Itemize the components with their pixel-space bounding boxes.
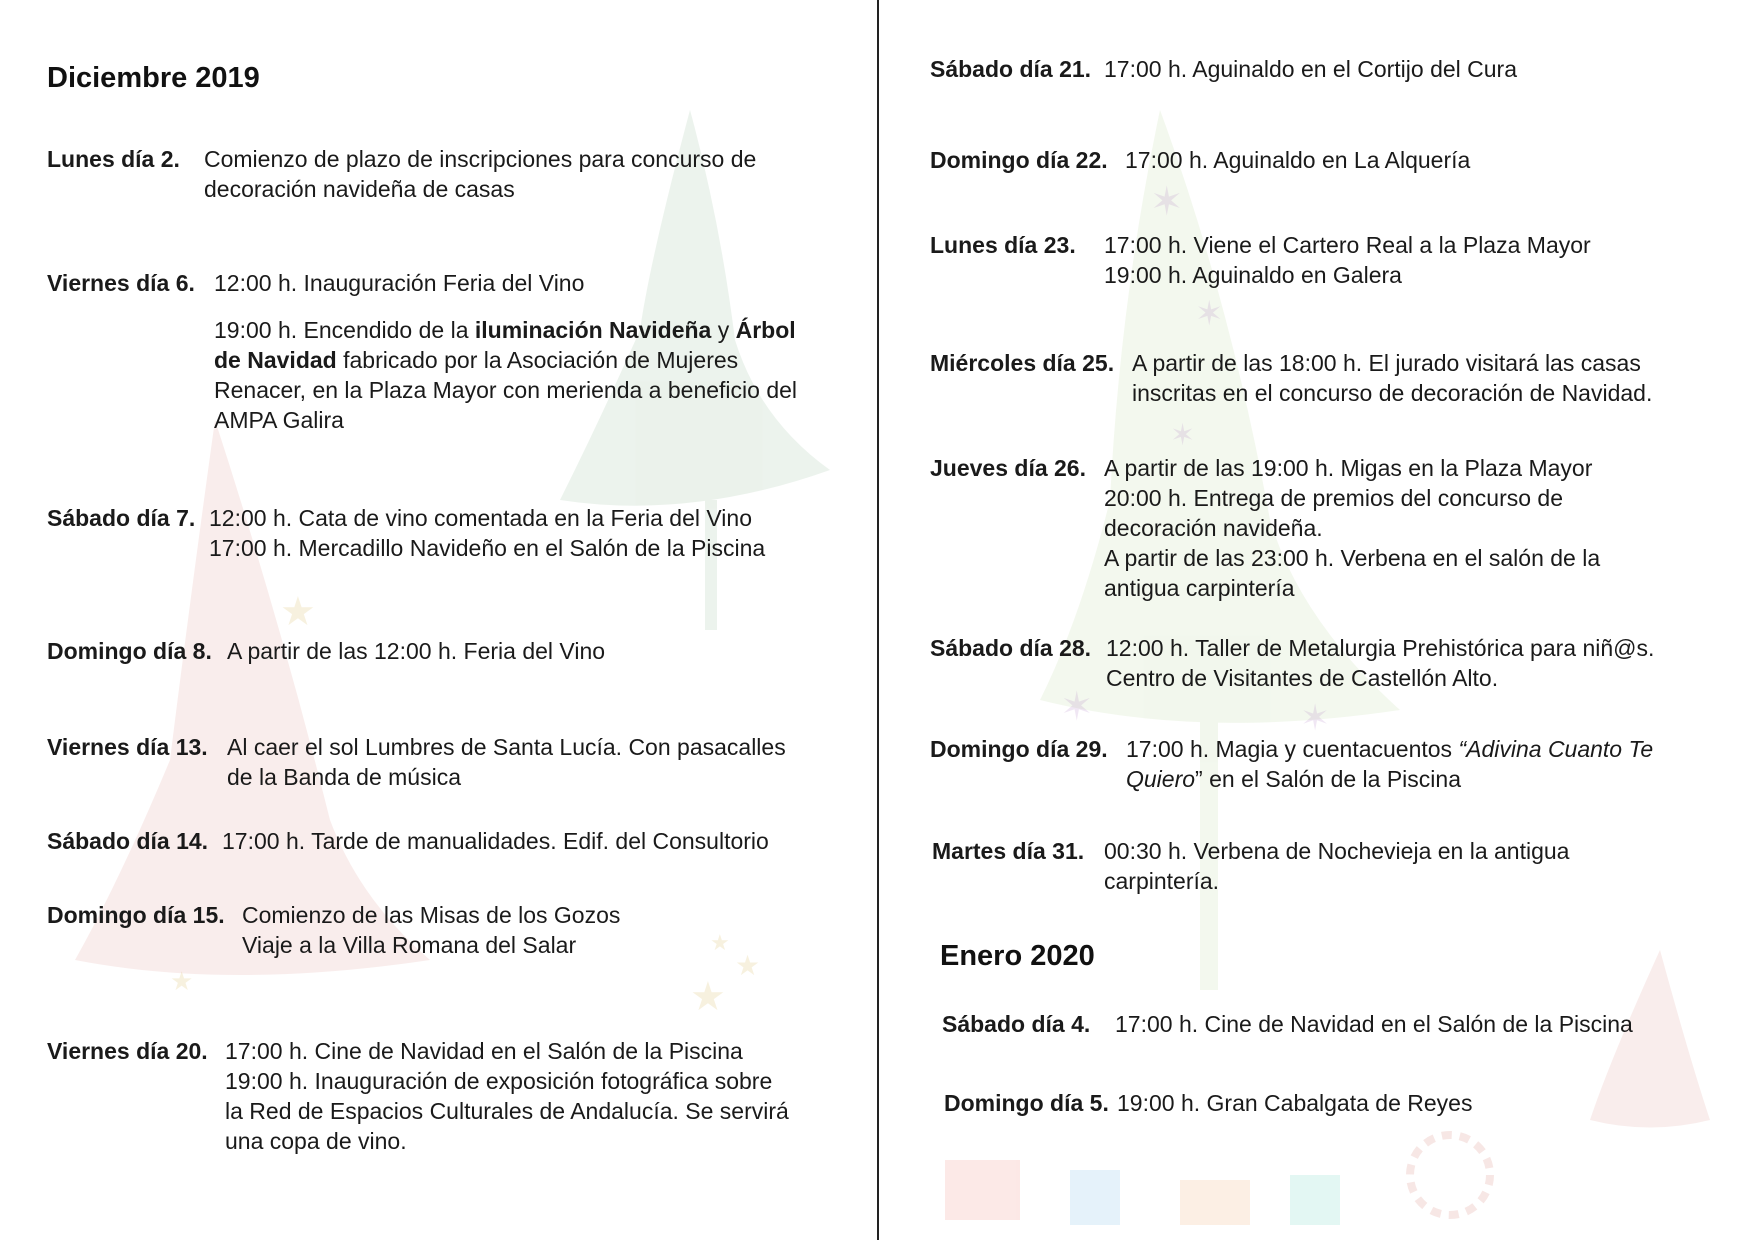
event-description xyxy=(1104,836,1569,896)
description-line: inscritas en el concurso de decoración de Navidad. xyxy=(1132,380,1653,406)
event-day: Jueves día 26. xyxy=(930,455,1086,481)
event-description xyxy=(204,144,756,204)
event-description xyxy=(1106,633,1654,693)
star-icon: ★ xyxy=(690,975,726,1019)
description-line: 12:00 h. Cata de vino comentada en la Feria del Vino xyxy=(209,505,752,531)
event-day: Viernes día 13. xyxy=(47,734,208,760)
italic-text: “Adivina Cuanto Te xyxy=(1458,736,1654,762)
gift-icon xyxy=(1070,1170,1120,1225)
event-description xyxy=(1104,453,1600,603)
event-day: Domingo día 5. xyxy=(944,1090,1109,1116)
description-line: carpintería. xyxy=(1104,868,1220,894)
bold-text: de Navidad xyxy=(214,347,337,373)
event-day: Domingo día 8. xyxy=(47,638,212,664)
event-description xyxy=(222,826,769,856)
description-line: 19:00 h. Encendido de la iluminación Navideña y Árbol xyxy=(214,317,796,343)
description-line: Comienzo de plazo de inscripciones para concurso de xyxy=(204,146,757,172)
description-line: 17:00 h. Viene el Cartero Real a la Plaza Mayor xyxy=(1104,232,1591,258)
description-line: antigua carpintería xyxy=(1104,575,1295,601)
description-line: Viaje a la Villa Romana del Salar xyxy=(242,932,577,958)
event-description xyxy=(1115,1009,1633,1039)
column-divider xyxy=(877,0,879,1240)
bold-text: Árbol xyxy=(735,317,796,343)
month-heading-january: Enero 2020 xyxy=(940,940,1095,972)
star-icon: ✶ xyxy=(1150,180,1184,224)
event-day: Domingo día 29. xyxy=(930,736,1108,762)
description-line: 17:00 h. Aguinaldo en el Cortijo del Cura xyxy=(1104,56,1518,82)
description-line: 19:00 h. Inauguración de exposición fotográfica sobre xyxy=(225,1068,773,1094)
event-description xyxy=(209,503,765,563)
description-line: 17:00 h. Cine de Navidad en el Salón de la Piscina xyxy=(225,1038,743,1064)
bold-text: iluminación Navideña xyxy=(474,317,712,343)
event-description xyxy=(242,900,620,960)
gift-icon xyxy=(1290,1175,1340,1225)
description-line: decoración navideña de casas xyxy=(204,176,515,202)
event-description xyxy=(214,315,797,435)
event-day: Miércoles día 25. xyxy=(930,350,1115,376)
description-line: Renacer, en la Plaza Mayor con merienda a beneficio del xyxy=(214,377,798,403)
event-day: Sábado día 28. xyxy=(930,635,1092,661)
event-day: Sábado día 7. xyxy=(47,505,196,531)
star-icon: ✶ xyxy=(1060,685,1094,729)
description-line: 00:30 h. Verbena de Nochevieja en la antigua xyxy=(1104,838,1570,864)
description-line: Comienzo de las Misas de los Gozos xyxy=(242,902,621,928)
star-icon: ✶ xyxy=(1300,697,1331,738)
description-line: 12:00 h. Inauguración Feria del Vino xyxy=(214,270,585,296)
description-line: de Navidad fabricado por la Asociación de Mujeres xyxy=(214,347,739,373)
event-description xyxy=(1126,734,1653,794)
description-line: Quiero” en el Salón de la Piscina xyxy=(1126,766,1461,792)
description-line: A partir de las 23:00 h. Verbena en el salón de la xyxy=(1104,545,1601,571)
event-day: Domingo día 22. xyxy=(930,147,1108,173)
event-day: Domingo día 15. xyxy=(47,902,225,928)
description-line: 17:00 h. Magia y cuentacuentos “Adivina Cuanto Te xyxy=(1126,736,1654,762)
gift-icon xyxy=(945,1160,1020,1220)
event-day: Sábado día 4. xyxy=(942,1011,1091,1037)
description-line: 17:00 h. Mercadillo Navideño en el Salón de la Piscina xyxy=(209,535,766,561)
event-day: Lunes día 23. xyxy=(930,232,1076,258)
event-day: Viernes día 6. xyxy=(47,270,195,296)
description-line: A partir de las 12:00 h. Feria del Vino xyxy=(227,638,606,664)
event-day: Viernes día 20. xyxy=(47,1038,208,1064)
star-icon: ★ xyxy=(170,966,194,996)
month-heading-december: Diciembre 2019 xyxy=(47,62,260,94)
description-line: 19:00 h. Aguinaldo en Galera xyxy=(1104,262,1402,288)
description-line: 17:00 h. Cine de Navidad en el Salón de la Piscina xyxy=(1115,1011,1633,1037)
description-line: AMPA Galira xyxy=(214,407,344,433)
wreath-icon xyxy=(1410,1135,1490,1215)
description-line: una copa de vino. xyxy=(225,1128,407,1154)
event-description xyxy=(227,732,786,792)
tree-decoration-right xyxy=(1040,110,1400,723)
event-description xyxy=(1117,1088,1472,1118)
event-day: Sábado día 21. xyxy=(930,56,1092,82)
description-line: 17:00 h. Tarde de manualidades. Edif. del Consultorio xyxy=(222,828,769,854)
star-icon: ★ xyxy=(735,950,761,981)
description-line: la Red de Espacios Culturales de Andalucía. Se servirá xyxy=(225,1098,789,1124)
star-icon: ★ xyxy=(710,930,730,955)
event-description xyxy=(214,268,584,298)
description-line: Centro de Visitantes de Castellón Alto. xyxy=(1106,665,1499,691)
event-description xyxy=(1132,348,1652,408)
event-description xyxy=(1104,54,1517,84)
description-line: de la Banda de música xyxy=(227,764,461,790)
description-line: 19:00 h. Gran Cabalgata de Reyes xyxy=(1117,1090,1473,1116)
event-description xyxy=(1125,145,1470,175)
event-day: Lunes día 2. xyxy=(47,146,180,172)
star-icon: ★ xyxy=(280,590,316,634)
star-icon: ✶ xyxy=(1170,419,1196,452)
description-line: A partir de las 19:00 h. Migas en la Plaza Mayor xyxy=(1104,455,1593,481)
description-line: A partir de las 18:00 h. El jurado visitará las casas xyxy=(1132,350,1641,376)
event-description xyxy=(1104,230,1591,290)
event-day: Martes día 31. xyxy=(932,838,1085,864)
event-day: Sábado día 14. xyxy=(47,828,209,854)
description-line: decoración navideña. xyxy=(1104,515,1323,541)
event-description xyxy=(227,636,605,666)
description-line: 12:00 h. Taller de Metalurgia Prehistórica para niñ@s. xyxy=(1106,635,1655,661)
italic-text: Quiero xyxy=(1126,766,1196,792)
star-icon: ✶ xyxy=(1195,295,1224,333)
description-line: Al caer el sol Lumbres de Santa Lucía. Con pasacalles xyxy=(227,734,786,760)
gift-icon xyxy=(1180,1180,1250,1225)
description-line: 20:00 h. Entrega de premios del concurso de xyxy=(1104,485,1564,511)
event-description xyxy=(225,1036,789,1156)
description-line: 17:00 h. Aguinaldo en La Alquería xyxy=(1125,147,1471,173)
